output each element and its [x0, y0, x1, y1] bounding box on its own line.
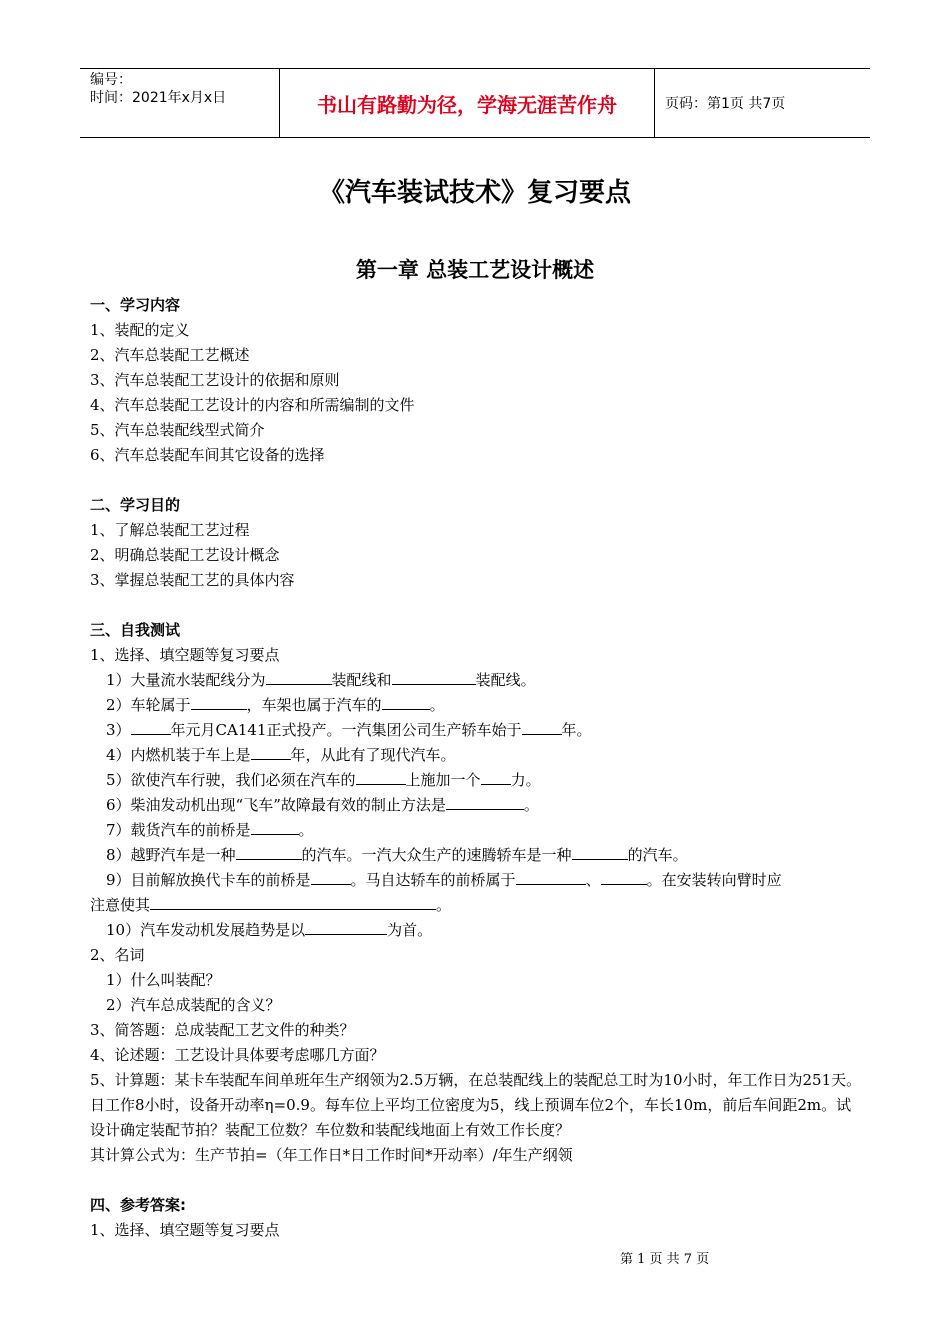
list-item: 5、汽车总装配线型式简介 — [90, 421, 265, 439]
document-title: 《汽车装试技术》复习要点 — [318, 178, 631, 208]
question-9-continued: 注意使其 。 — [90, 896, 452, 914]
subsection: 1、选择、填空题等复习要点 — [90, 646, 280, 664]
noun-question-1: 1）什么叫装配？ — [106, 971, 221, 989]
formula: 其计算公式为：生产节拍=（年工作日*日工作时间*开动率）/年生产纲领 — [90, 1146, 573, 1164]
question-7: 7）载货汽车的前桥是 。 — [106, 821, 314, 839]
noun-question-2: 2）汽车总成装配的含义？ — [106, 996, 281, 1014]
list-item: 3、掌握总装配工艺的具体内容 — [90, 571, 295, 589]
subsection: 2、名词 — [90, 946, 145, 964]
question-1: 1）大量流水装配线分为 装配线和 装配线。 — [106, 671, 536, 689]
list-item: 4、汽车总装配工艺设计的内容和所需编制的文件 — [90, 396, 415, 414]
time-label: 时间：2021年x月x日 — [90, 90, 227, 106]
essay-question: 4、论述题：工艺设计具体要考虑哪几方面？ — [90, 1046, 385, 1064]
subsection: 1、选择、填空题等复习要点 — [90, 1221, 280, 1239]
question-2: 2）车轮属于 ，车架也属于汽车的 。 — [106, 696, 445, 714]
list-item: 1、装配的定义 — [90, 321, 190, 339]
question-9: 9）目前解放换代卡车的前桥是 。马自达轿车的前桥属于 、 。在安装转向臂时应 — [106, 871, 782, 889]
list-item: 2、明确总装配工艺设计概念 — [90, 546, 280, 564]
motto: 书山有路勤为径，学海无涯苦作舟 — [280, 69, 655, 137]
page-info: 页码：第1页 共7页 — [665, 96, 786, 112]
section-heading: 三、自我测试 — [90, 621, 181, 639]
question-6: 6）柴油发动机出现“飞车”故障最有效的制止方法是 。 — [106, 796, 539, 814]
section-heading: 二、学习目的 — [90, 496, 181, 514]
list-item: 3、汽车总装配工艺设计的依据和原则 — [90, 371, 340, 389]
question-3: 3） 年元月CA141正式投产。一汽集团公司生产轿车始于 年。 — [106, 721, 592, 739]
number-label: 编号： — [90, 72, 132, 88]
question-8: 8）越野汽车是一种 的汽车。一汽大众生产的速腾轿车是一种 的汽车。 — [106, 846, 688, 864]
section-heading: 一、学习内容 — [90, 296, 181, 314]
calculation-question: 5、计算题：某卡车装配车间单班年生产纲领为2.5万辆，在总装配线上的装配总工时为10小时，年工作日为251天。日工作8小时，设备开动率η=0.9。每车位上平均工位密度为5，线上预调车位2个，车长10m，前后车间距2m。试设计确定装配节拍？装配工位数？车位数和装配线地面上有效工作长度？ — [90, 1071, 862, 1139]
header-table — [80, 68, 870, 138]
list-item: 6、汽车总装配车间其它设备的选择 — [90, 446, 325, 464]
short-answer-question: 3、简答题：总成装配工艺文件的种类？ — [90, 1021, 355, 1039]
header-meta — [80, 69, 280, 137]
question-4: 4）内燃机装于车上是 年，从此有了现代汽车。 — [106, 746, 456, 764]
section-heading: 四、参考答案: — [90, 1196, 186, 1214]
question-5: 5）欲使汽车行驶，我们必须在汽车的 上施加一个 力。 — [106, 771, 541, 789]
list-item: 2、汽车总装配工艺概述 — [90, 346, 250, 364]
list-item: 1、了解总装配工艺过程 — [90, 521, 250, 539]
question-10: 10）汽车发动机发展趋势是以 为首。 — [106, 921, 433, 939]
page-footer: 第 1 页 共 7 页 — [620, 1252, 710, 1267]
chapter-title: 第一章 总装工艺设计概述 — [355, 258, 595, 282]
document-body — [90, 293, 862, 1243]
